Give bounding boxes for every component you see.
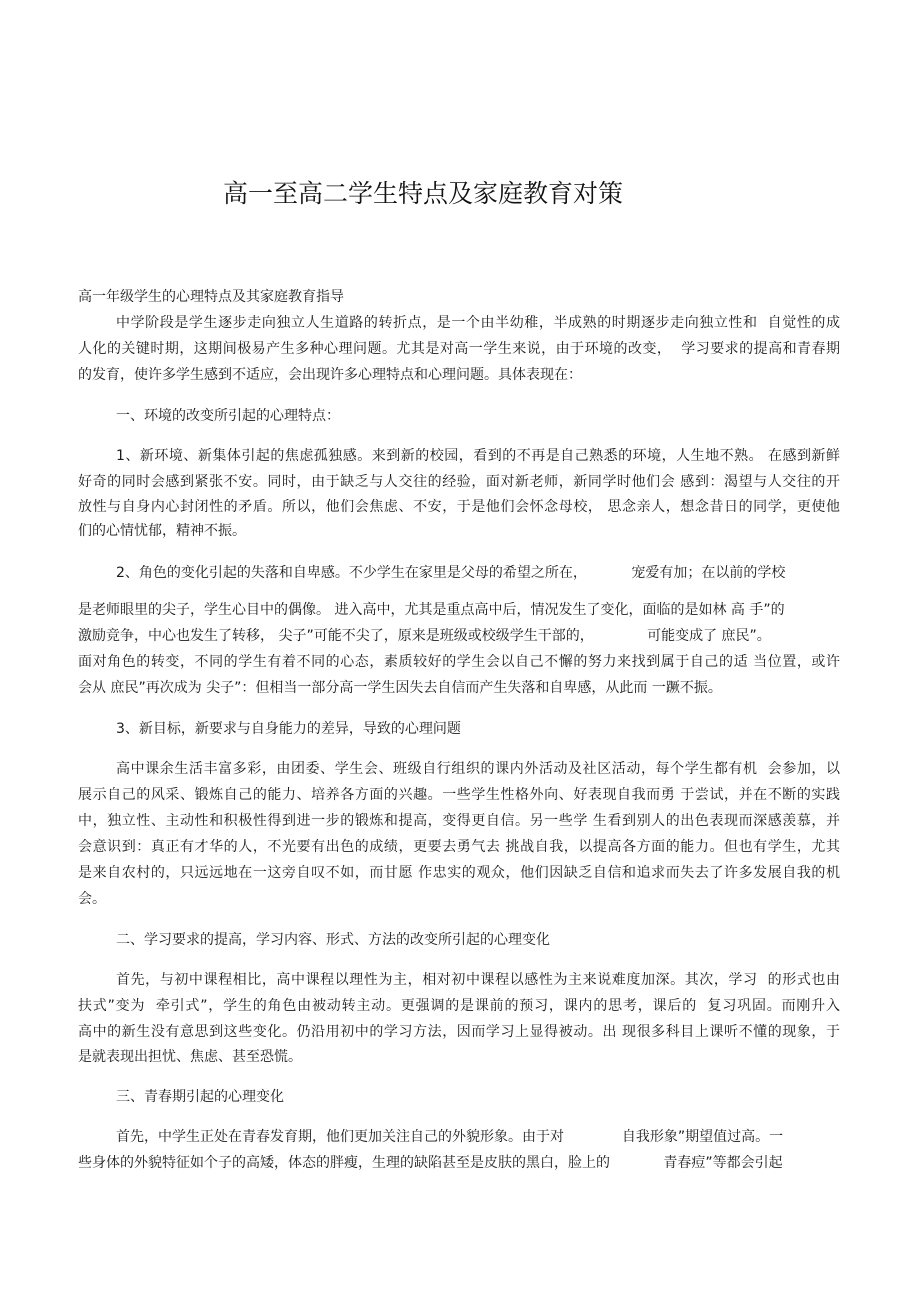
paragraph-line: 是来自农村的，只远远地在一这旁自叹不如，而甘愿 作忠实的观众，他们因缺乏自信和追求而失去了许多发展自我的机 (78, 865, 840, 881)
paragraph-line: 好奇的同时会感到紧张不安。同时，由于缺乏与人交往的经验，面对新老师，新同学时他们会 感到：渴望与人交往的开 (78, 474, 840, 490)
paragraph-line: 是就表现出担忧、焦虑、甚至恐慌。 (78, 1049, 302, 1065)
paragraph-line: 激励竞争，中心也发生了转移， 尖子”可能不尖了，原来是班级或校级学生干部的， 可能变成了 庶民”。 (78, 628, 771, 644)
paragraph-line: 是老师眼里的尖子，学生心目中的偶像。 进入高中，尤其是重点高中后，情况发生了变化，面临的是如林 高 手”的 (78, 602, 785, 618)
subheading-3: 3、新目标，新要求与自身能力的差异，导致的心理问题 (116, 721, 461, 737)
paragraph-line: 放性与自身内心封闭性的矛盾。所以，他们会焦虑、不安，于是他们会怀念母校， 思念亲人，想念昔日的同学，更使他 (78, 499, 840, 515)
paragraph-line: 展示自己的风采、锻炼自己的能力、培养各方面的兴趣。一些学生性格外向、好表现自我而勇 于尝试，并在不断的实践 (78, 787, 840, 803)
paragraph-line: 高中课余生活丰富多彩，由团委、学生会、班级自行组织的课内外活动及社区活动，每个学生都有机 会参加，以 (116, 761, 840, 777)
paragraph-line: 会意识到：真正有才华的人，不光要有出色的成绩，更要去勇气去 挑战自我，以提高各方面的能力。但也有学生，尤其 (78, 839, 840, 855)
paragraph-line: 1、新环境、新集体引起的焦虑孤独感。来到新的校园，看到的不再是自己熟悉的环境，人生地不熟。 在感到新鲜 (116, 448, 840, 464)
intro-line: 人化的关键时期，这期间极易产生多种心理问题。尤其是对高一学生来说，由于环境的改变， 学习要求的提高和青春期 (78, 341, 840, 357)
paragraph-line: 们的心情忧郁，精神不振。 (78, 523, 246, 539)
paragraph-line: 会。 (78, 891, 106, 907)
paragraph-line: 会从 庶民”再次成为 尖子”：但相当一部分高一学生因失去自信而产生失落和自卑感，从此而 一蹶不振。 (78, 680, 722, 696)
subheading-2: 二、学习要求的提高，学习内容、形式、方法的改变所引起的心理变化 (116, 932, 550, 948)
paragraph-line: 中，独立性、主动性和积极性得到进一步的锻炼和提高，变得更自信。另一些学 生看到别人的出色表现而深感羡慕，并 (78, 813, 840, 829)
paragraph-line: 首先，与初中课程相比，高中课程以理性为主，相对初中课程以感性为主来说难度加深。其次，学习 的形式也由 (116, 972, 840, 988)
document-title: 高一至高二学生特点及家庭教育对策 (222, 179, 623, 208)
paragraph-line: 些身体的外貌特征如个子的高矮，体态的胖瘦，生理的缺陷甚至是皮肤的黑白，脸上的 青春痘”等都会引起 (78, 1155, 783, 1171)
paragraph-line: 扶式”变为 牵引式”，学生的角色由被动转主动。更强调的是课前的预习，课内的思考，课后的 复习巩固。而刚升入 (78, 998, 840, 1014)
subheading-4: 三、青春期引起的心理变化 (116, 1089, 284, 1105)
subheading-1: 一、环境的改变所引起的心理特点： (116, 408, 340, 424)
intro-line: 的发育，使许多学生感到不适应，会出现许多心理特点和心理问题。具体表现在： (78, 367, 582, 383)
paragraph-line: 首先，中学生正处在青春发育期，他们更加关注自己的外貌形象。由于对 自我形象”期望值过高。一 (116, 1129, 784, 1145)
paragraph-line: 2、角色的变化引起的失落和自卑感。不少学生在家里是父母的希望之所在， 宠爱有加；在以前的学校 (116, 565, 786, 581)
paragraph-line: 面对角色的转变，不同的学生有着不同的心态，素质较好的学生会以自己不懈的努力来找到属于自己的适 当位置，或许 (78, 654, 840, 670)
intro-line: 中学阶段是学生逐步走向独立人生道路的转折点，是一个由半幼稚，半成熟的时期逐步走向独立性和 自觉性的成 (116, 315, 840, 331)
section-heading: 高一年级学生的心理特点及其家庭教育指导 (78, 289, 344, 305)
paragraph-line: 高中的新生没有意思到这些变化。仍沿用初中的学习方法，因而学习上显得被动。出 现很多科目上课听不懂的现象，于 (78, 1024, 840, 1040)
